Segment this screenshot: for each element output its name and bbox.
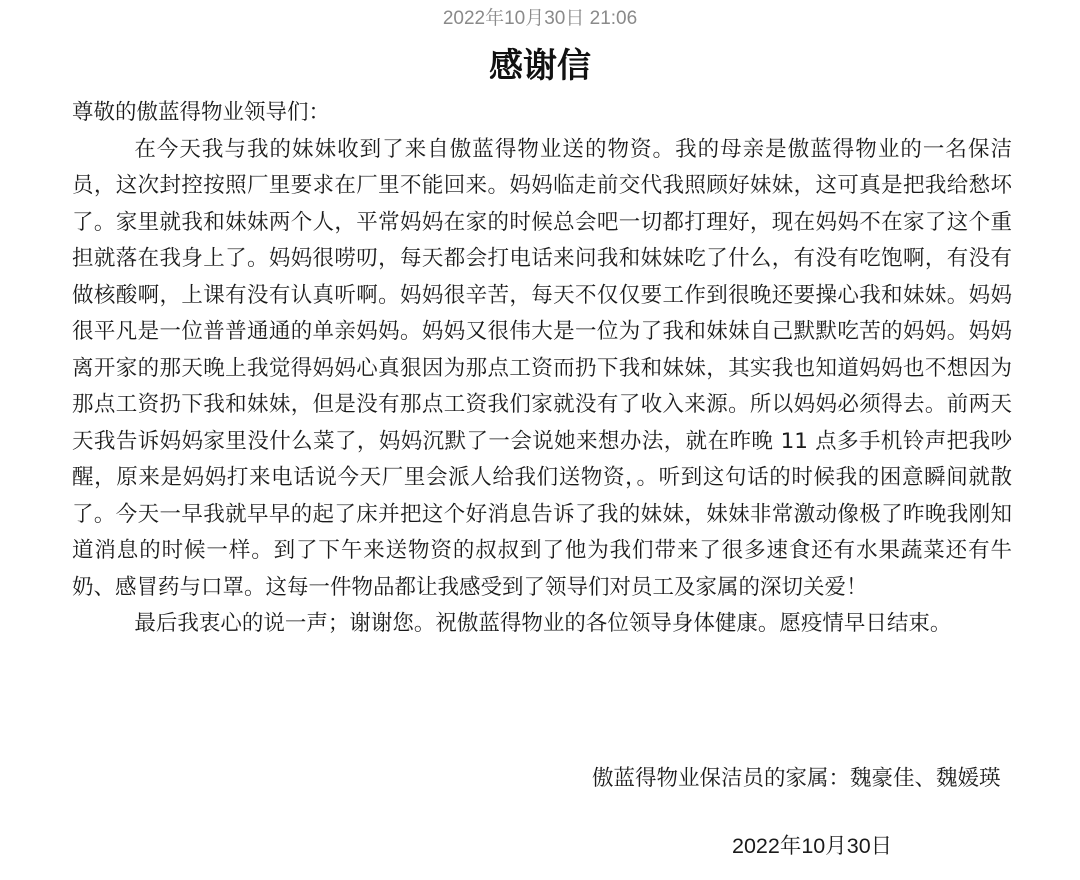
letter-salutation: 尊敬的傲蓝得物业领导们：: [72, 100, 331, 125]
letter-title: 感谢信: [489, 46, 591, 86]
letter-date: 2022年10月30日: [732, 834, 893, 858]
letter-body: [72, 95, 1012, 643]
letter-paragraph: 最后我衷心的说一声；谢谢您。祝傲蓝得物业的各位领导身体健康。愿疫情早日结束。: [134, 611, 952, 636]
message-timestamp: 2022年10月30日 21:06: [442, 8, 638, 29]
letter-paragraph: 在今天我与我的妹妹收到了来自傲蓝得物业送的物资。我的母亲是傲蓝得物业的一名保洁员，这次封控按照厂里要求在厂里不能回来。妈妈临走前交代我照顾好妹妹，这可真是把我给愁坏了。家里就我和妹妹两个人，平常妈妈在家的时候总会吧一切都打理好，现在妈妈不在家了这个重担就落在我身上了。妈妈很唠叨，每天都会打电话来问我和妹妹吃了什么，有没有吃饱啊，有没有做核酸啊，上课有没有认真听啊。妈妈很辛苦，每天不仅仅要工作到很晚还要操心我和妹妹。妈妈很平凡是一位普普通通的单亲妈妈。妈妈又很伟大是一位为了我和妹妹自己默默吃苦的妈妈。妈妈离开家的那天晚上我觉得妈妈心真狠因为那点工资而扔下我和妹妹，其实我也知道妈妈也不想因为那点工资扔下我和妹妹，但是没有那点工资我们家就没有了收入来源。所以妈妈必须得去。前两天天我告诉妈妈家里没什么菜了，妈妈沉默了一会说她来想办法，就在昨晚 11 点多手机铃声把我吵醒，原来是妈妈打来电话说今天厂里会派人给我们送物资，。听到这句话的时候我的困意瞬间就散了。今天一早我就早早的起了床并把这个好消息告诉了我的妹妹，妹妹非常激动像极了昨晚我刚知道消息的时候一样。到了下午来送物资的叔叔到了他为我们带来了很多速食还有水果蔬菜还有牛奶、感冒药与口罩。这每一件物品都让我感受到了领导们对员工及家属的深切关爱！: [72, 136, 1012, 600]
letter-signature: 傲蓝得物业保洁员的家属：魏豪佳、魏媛瑛: [592, 766, 1001, 791]
